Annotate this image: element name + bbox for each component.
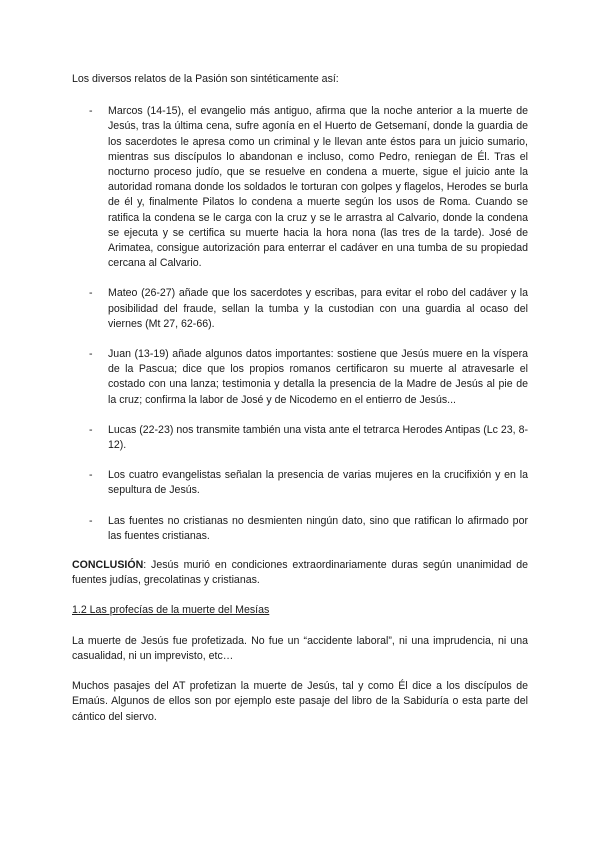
conclusion-label: CONCLUSIÓN — [72, 559, 144, 572]
body-paragraph: La muerte de Jesús fue profetizada. No fue un “accidente laboral”, ni una imprudencia, ni una casualidad, ni un imprevisto, etc… — [72, 634, 528, 662]
list-item-text: Mateo (26-27) añade que los sacerdotes y escribas, para evitar el robo del cadáver y la posibilidad del fraude, sellan la tumba y la custodian con una guardia al ocaso del viernes (Mt 27, 62-66). — [108, 287, 528, 330]
list-item-text: Marcos (14-15), el evangelio más antiguo, afirma que la noche anterior a la muerte de Jesús, tras la última cena, sufre agonía en el Huerto de Getsemaní, donde la guardia de los sacerdotes le apresa como un criminal y le llevan ante éstos para un juicio sumario, mientras sus discípulos lo abandonan e incluso, como Pedro, reniegan de Él. Tras el nocturno proceso judío, que se resuelve en condena a muerte, sigue el juicio ante la autoridad romana donde los soldados le torturan con golpes y flagelos, Herodes se burla de él y, finalmente Pilatos lo condena a muerte según los usos de Roma. Cuando se ratifica la condena se le carga con la cruz y se le arrastra al Calvario, donde la condena se ejecuta y se certifica su muerte hacia la hora nona (las tres de la tarde). José de Arimatea, consigue autorización para enterrar el cadáver en una tumba de su propiedad cercana al Calvario. — [108, 105, 528, 270]
bullet-dash: - — [89, 287, 93, 300]
bullet-dash: - — [89, 105, 93, 118]
bullet-dash: - — [89, 423, 93, 436]
list-item-lucas — [72, 423, 528, 453]
bullet-dash: - — [89, 348, 93, 361]
bullet-dash: - — [89, 514, 93, 527]
conclusion-paragraph — [72, 558, 528, 588]
list-item-fuentes — [72, 514, 528, 544]
conclusion-text: : Jesús murió en condiciones extraordinariamente duras según unanimidad de fuentes judías, grecolatinas y cristianas. — [72, 559, 528, 587]
section-heading: 1.2 Las profecías de la muerte del Mesías — [72, 604, 270, 617]
body-paragraph: Muchos pasajes del AT profetizan la muerte de Jesús, tal y como Él dice a los discípulos de Emaús. Algunos de ellos son por ejemplo este pasaje del libro de la Sabiduría o esta parte del cántico del siervo. — [72, 680, 528, 723]
intro-text: Los diversos relatos de la Pasión son sintéticamente así: — [72, 73, 339, 85]
list-item-juan — [72, 347, 528, 408]
list-item-text: Los cuatro evangelistas señalan la presencia de varias mujeres en la crucifixión y en la sepultura de Jesús. — [108, 469, 528, 497]
list-item-text: Lucas (22-23) nos transmite también una vista ante el tetrarca Herodes Antipas (Lc 23, 8-12). — [108, 423, 528, 452]
gospel-accounts-list — [72, 104, 528, 544]
list-item-evangelistas — [72, 468, 528, 498]
list-item-mateo — [72, 286, 528, 332]
list-item-text: Las fuentes no cristianas no desmienten ningún dato, sino que ratifican lo afirmado por las fuentes cristianas. — [108, 514, 528, 542]
list-item-marcos — [72, 104, 528, 271]
bullet-dash: - — [89, 469, 93, 482]
list-item-text: Juan (13-19) añade algunos datos importantes: sostiene que Jesús muere en la víspera de la Pascua; dice que los propios romanos certificaron su muerte al atravesarle el costado con una lanza; testimonia y detalla la presencia de la Madre de Jesús al pie de la cruz; confirma la labor de José y de Nicodemo en el entierro de Jesús... — [108, 348, 528, 406]
